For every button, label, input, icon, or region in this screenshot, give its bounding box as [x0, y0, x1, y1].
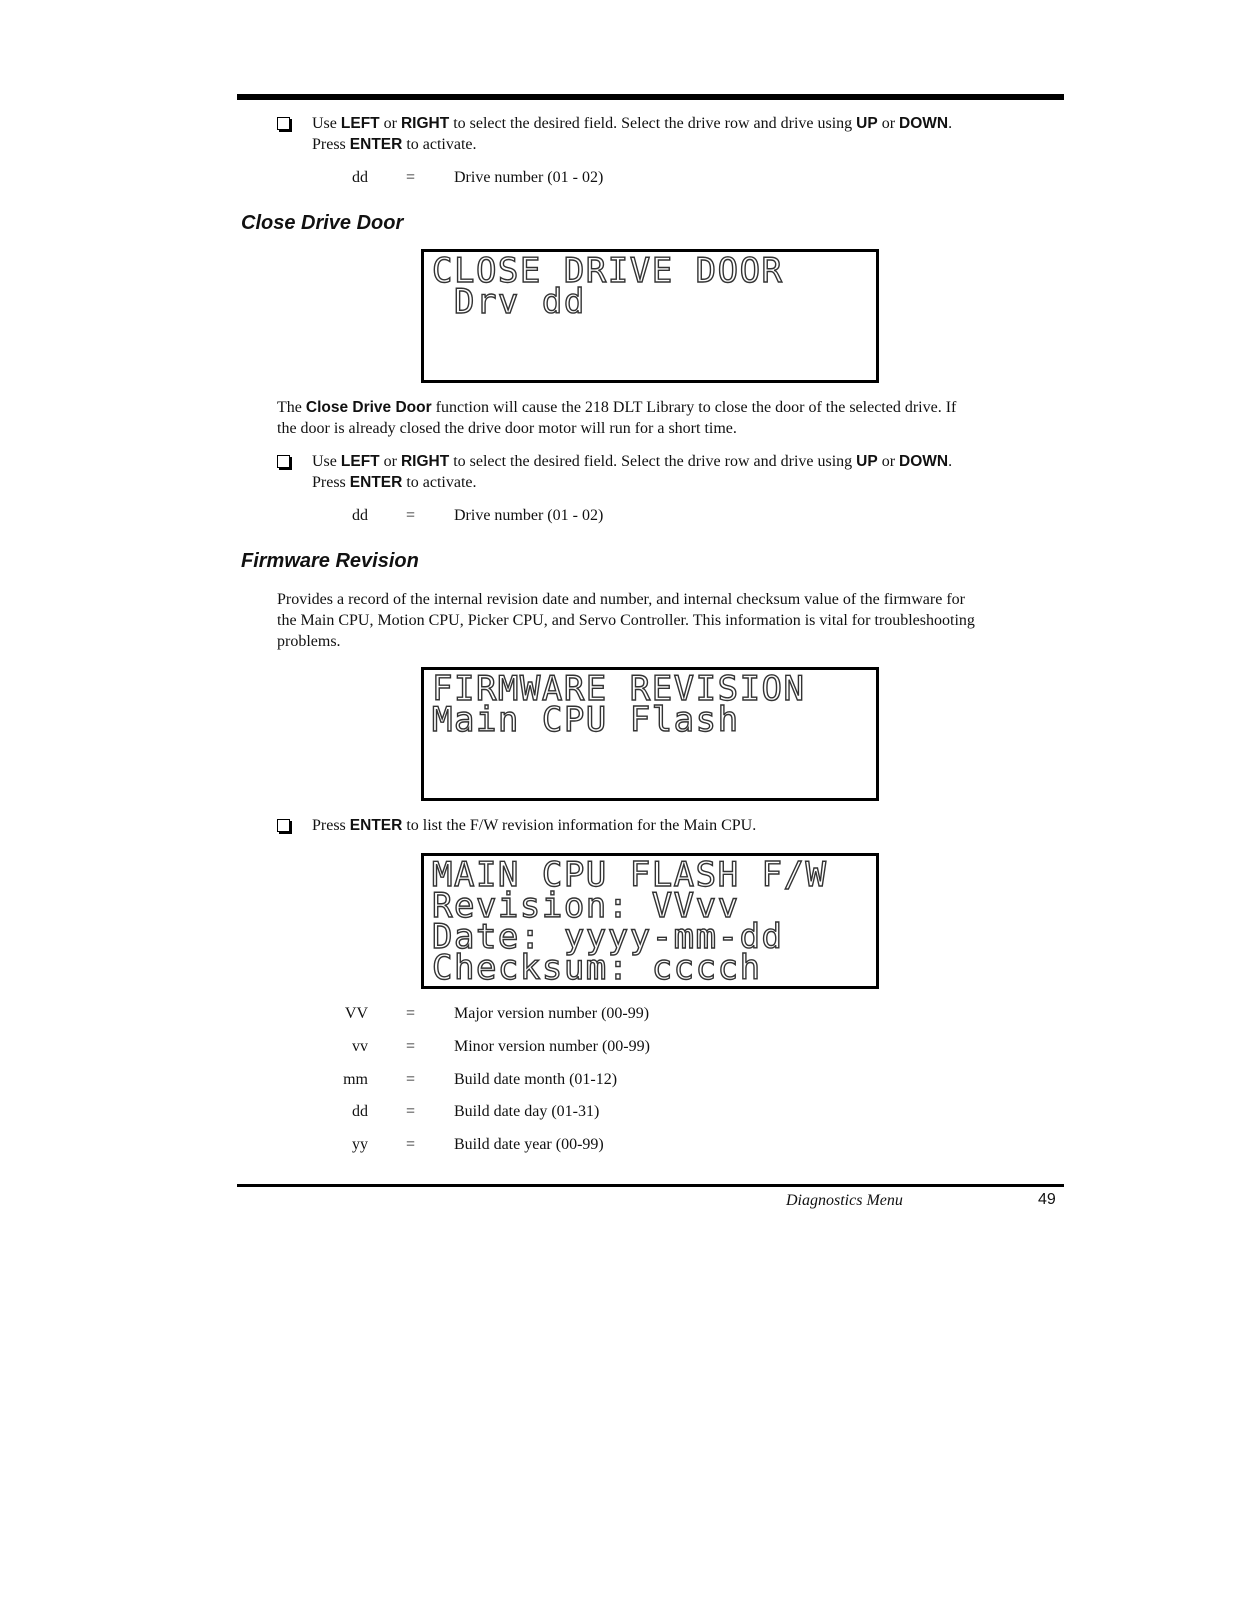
lcd-line: Main CPU Flash: [432, 700, 740, 740]
instruction-3: Press ENTER to list the F/W revision information for the Main CPU.: [312, 817, 757, 834]
lcd-line: Checksum: cccch: [432, 948, 762, 988]
lcd-display-main-cpu-flash: [421, 853, 879, 989]
section-heading-close-drive-door: Close Drive Door: [241, 212, 404, 234]
lcd-display-firmware-revision: [421, 667, 879, 801]
bullet-icon: [277, 117, 290, 130]
bullet-icon: [277, 455, 290, 468]
page-number: 49: [1038, 1191, 1056, 1208]
section-heading-firmware-revision: Firmware Revision: [241, 550, 419, 572]
instruction-1: Use LEFT or RIGHT to select the desired field. Select the drive row and drive using UP or DOWN. Press ENTER to activate.: [312, 115, 953, 153]
close-drive-door-description: The Close Drive Door function will cause the 218 DLT Library to close the door of the selected drive. If the door is already closed the drive door motor will run for a short time.: [277, 399, 957, 437]
bottom-rule: [237, 1184, 1064, 1187]
lcd-line: FIRMWARE REVISION: [432, 669, 806, 709]
lcd-line: CLOSE DRIVE DOOR: [432, 251, 784, 291]
bullet-icon: [277, 819, 290, 832]
footer-title: Diagnostics Menu: [786, 1192, 903, 1209]
firmware-description: Provides a record of the internal revision date and number, and internal checksum value of the firmware for the Main CPU, Motion CPU, Picker CPU, and Servo Controller. This information is vital for troubleshooting problems.: [277, 591, 975, 650]
instruction-2: Use LEFT or RIGHT to select the desired field. Select the drive row and drive using UP or DOWN. Press ENTER to activate.: [312, 453, 953, 491]
lcd-line: Revision: VVvv: [432, 886, 740, 926]
lcd-line: Date: yyyy-mm-dd: [432, 917, 784, 957]
lcd-line: MAIN CPU FLASH F/W: [432, 855, 828, 895]
top-rule: [237, 94, 1064, 100]
lcd-line: Drv dd: [432, 282, 586, 322]
lcd-display-close-drive-door: [421, 249, 879, 383]
